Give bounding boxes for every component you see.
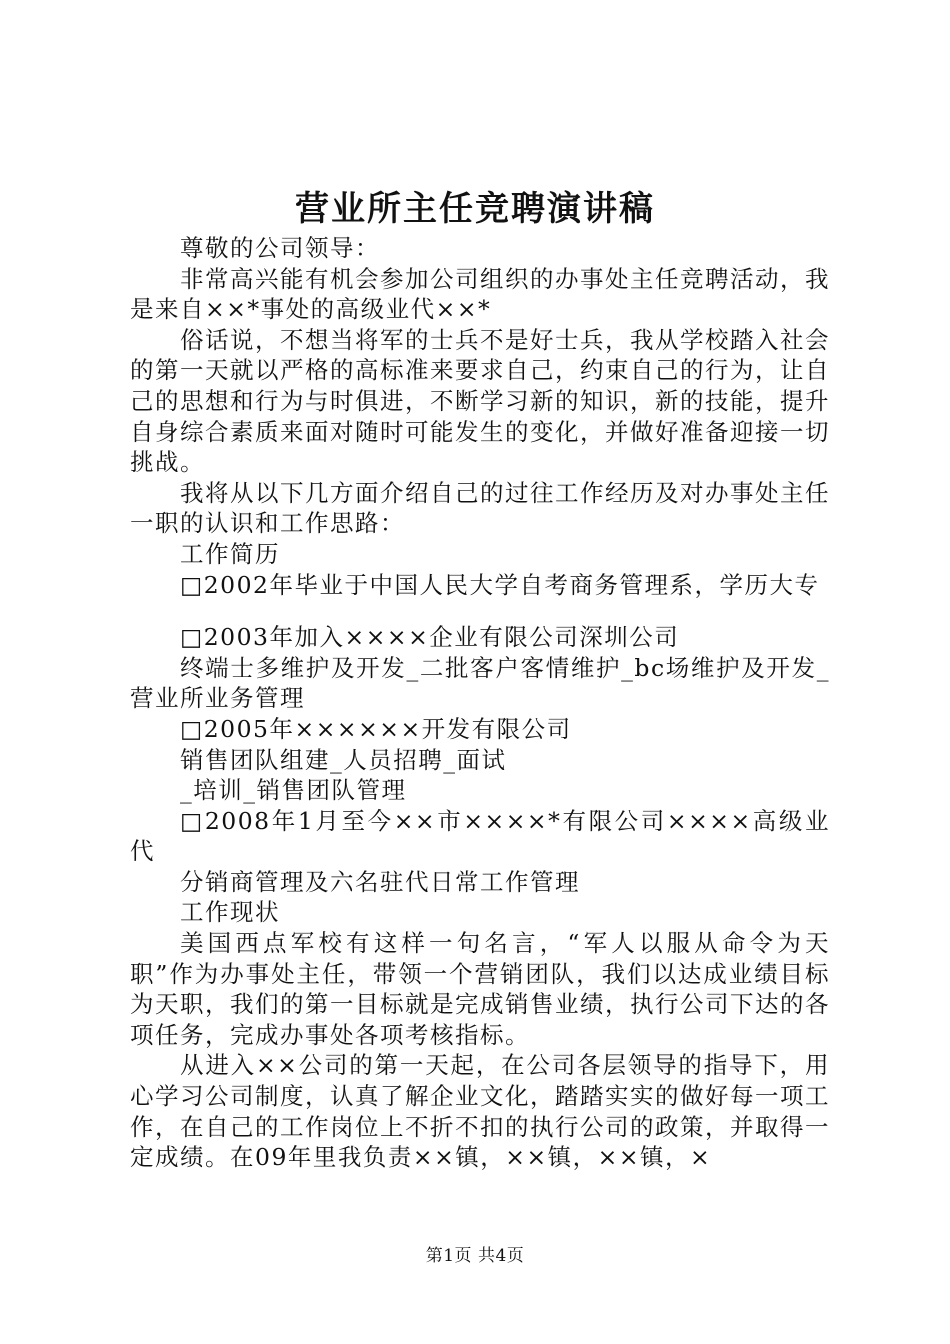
paragraph-intro: 非常高兴能有机会参加公司组织的办事处主任竞聘活动，我是来自××*事处的高级业代××*: [130, 264, 830, 324]
paragraph-proverb: 俗话说，不想当将军的士兵不是好士兵，我从学校踏入社会的第一天就以严格的高标准来要求自己，约束自己的行为，让自己的思想和行为与时俱进，不断学习新的知识，新的技能，提升自身综合素质来面对随时可能发生的变化，并做好准备迎接一切挑战。: [130, 325, 830, 477]
paragraph-salutation: 尊敬的公司领导：: [180, 234, 380, 262]
resume-item-2002: □2002年毕业于中国人民大学自考商务管理系，学历大专: [180, 570, 820, 599]
resume-item-2003: □2003年加入××××企业有限公司深圳公司: [180, 623, 680, 652]
paragraph-overview: 我将从以下几方面介绍自己的过往工作经历及对办事处主任一职的认识和工作思路：: [130, 478, 830, 538]
resume-detail-2008: 分销商管理及六名驻代日常工作管理: [180, 867, 580, 896]
section-heading-resume: 工作简历: [180, 539, 280, 568]
resume-item-2008: □2008年1月至今××市××××*有限公司××××高级业代: [130, 806, 830, 866]
resume-detail-2005-b: _培训_销售团队管理: [180, 776, 407, 805]
document-title: 营业所主任竞聘演讲稿: [295, 189, 655, 229]
resume-item-2005: □2005年××××××开发有限公司: [180, 714, 572, 743]
paragraph-since-joining: 从进入××公司的第一天起，在公司各层领导的指导下，用心学习公司制度，认真了解企业文化，踏踏实实的做好每一项工作，在自己的工作岗位上不折不扣的执行公司的政策，并取得一定成绩。在09年里我负责××镇，××镇，××镇，×: [130, 1051, 830, 1172]
document-body: [130, 233, 830, 1173]
resume-detail-2003: 终端士多维护及开发_二批客户客情维护_bc场维护及开发_营业所业务管理: [130, 653, 830, 713]
section-heading-status: 工作现状: [180, 898, 280, 927]
resume-detail-2005-a: 销售团队组建_人员招聘_面试: [180, 745, 507, 774]
paragraph-westpoint: 美国西点军校有这样一句名言，“军人以服从命令为天职”作为办事处主任，带领一个营销团队，我们以达成业绩目标为天职，我们的第一目标就是完成销售业绩，执行公司下达的各项任务，完成办事处各项考核指标。: [130, 929, 830, 1049]
blank-line: [130, 600, 830, 622]
page-footer: 第1页 共4页: [425, 1246, 525, 1266]
